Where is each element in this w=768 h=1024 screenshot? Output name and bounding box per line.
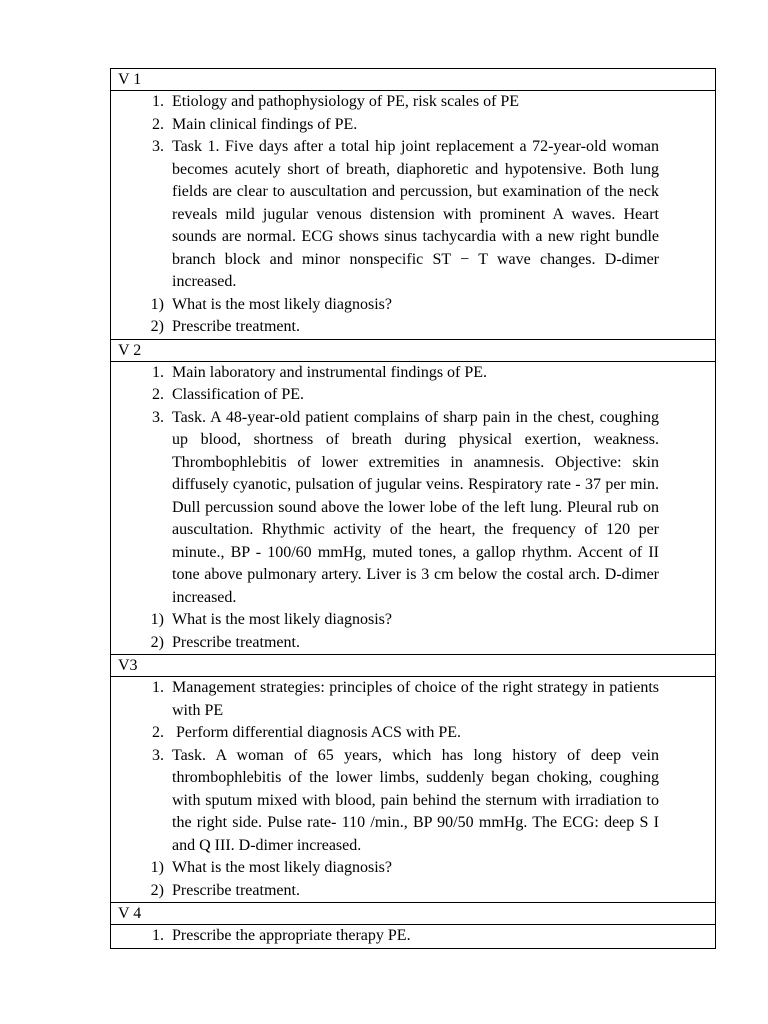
item-text: Classification of PE.: [172, 386, 304, 403]
section-body-v3: [111, 677, 715, 903]
item-number: 3.: [152, 138, 164, 155]
item-number: 1): [150, 295, 164, 313]
item-number: 1.: [152, 363, 164, 381]
item-number: 3.: [152, 408, 164, 426]
list-item: [111, 609, 715, 632]
section-header-v4: V 4: [111, 903, 715, 925]
item-number: 2.: [152, 386, 164, 403]
item-text: Prescribe treatment.: [172, 633, 300, 651]
item-number: 2): [150, 633, 164, 651]
list-item: [111, 925, 715, 948]
list-item: [111, 722, 715, 745]
item-number: 1.: [152, 93, 164, 110]
item-number: 1.: [152, 927, 164, 944]
variants-table: [110, 68, 716, 949]
item-number: 3.: [152, 746, 164, 764]
list-item: [111, 677, 715, 722]
section-header-v1: V 1: [111, 69, 715, 91]
item-text: Prescribe the appropriate therapy PE.: [172, 927, 411, 944]
item-text: Task. A 48-year-old patient complains of sharp pain in the chest, coughing up blood, shortness of breath during physical exertion, weakness. Thrombophlebitis of lower extremities in anamnesis. Objective: skin diffusely cyanotic, pulsation of jugular veins. Respiratory rate - 37 per min. Dull percussion sound above the lower lobe of the left lung. Pleural rub on auscultation. Rhythmic activity of the heart, the frequency of 120 per minute., BP - 100/60 mmHg, muted tones, a gallop rhythm. Accent of II tone above pulmonary artery. Liver is 3 cm below the costal arch. D-dimer increased.: [172, 408, 659, 606]
item-number: 1.: [152, 679, 164, 696]
item-number: 2.: [152, 724, 164, 741]
section-header-v3: V3: [111, 655, 715, 677]
list-item: [111, 316, 715, 339]
list-item: [111, 294, 715, 317]
item-text: Prescribe treatment.: [172, 881, 300, 899]
list-item: [111, 407, 715, 610]
section-header-v2: V 2: [111, 340, 715, 362]
section-body-v1: [111, 91, 715, 340]
item-number: 2): [150, 318, 164, 335]
item-text: Prescribe treatment.: [172, 318, 300, 335]
item-text: Main laboratory and instrumental findings of PE.: [172, 363, 488, 381]
list-item: [111, 857, 715, 880]
item-text: Perform differential diagnosis ACS with PE.: [172, 724, 462, 741]
item-text: Etiology and pathophysiology of PE, risk scales of PE: [172, 93, 520, 110]
item-text: What is the most likely diagnosis?: [172, 295, 392, 313]
item-text: What is the most likely diagnosis?: [172, 611, 392, 628]
item-number: 1): [150, 611, 164, 628]
item-text: Main clinical findings of PE.: [172, 115, 358, 133]
item-text: What is the most likely diagnosis?: [172, 859, 392, 876]
list-item: [111, 632, 715, 655]
item-number: 2): [150, 881, 164, 899]
item-text: Management strategies: principles of choice of the right strategy in patients with PE: [172, 679, 659, 719]
item-number: 2.: [152, 115, 164, 133]
section-body-v4: [111, 925, 715, 949]
list-item: [111, 362, 715, 385]
item-text: Task. A woman of 65 years, which has long history of deep vein thrombophlebitis of the lower limbs, suddenly began choking, coughing with sputum mixed with blood, pain behind the sternum with irradiation to the right side. Pulse rate- 110 /min., BP 90/50 mmHg. The ECG: deep S I and Q III. D-dimer increased.: [172, 746, 659, 854]
item-text: Task 1. Five days after a total hip joint replacement a 72-year-old woman becomes acutely short of breath, diaphoretic and hypotensive. Both lung fields are clear to auscultation and percussion, but examination of the neck reveals mild jugular venous distension with prominent A waves. Heart sounds are normal. ECG shows sinus tachycardia with a new right bundle branch block and minor nonspecific ST − T wave changes. D-dimer increased.: [172, 138, 659, 290]
list-item: [111, 880, 715, 903]
list-item: [111, 384, 715, 407]
item-number: 1): [150, 859, 164, 876]
list-item: [111, 91, 715, 114]
list-item: [111, 745, 715, 858]
list-item: [111, 136, 715, 294]
section-body-v2: [111, 362, 715, 656]
list-item: [111, 114, 715, 137]
